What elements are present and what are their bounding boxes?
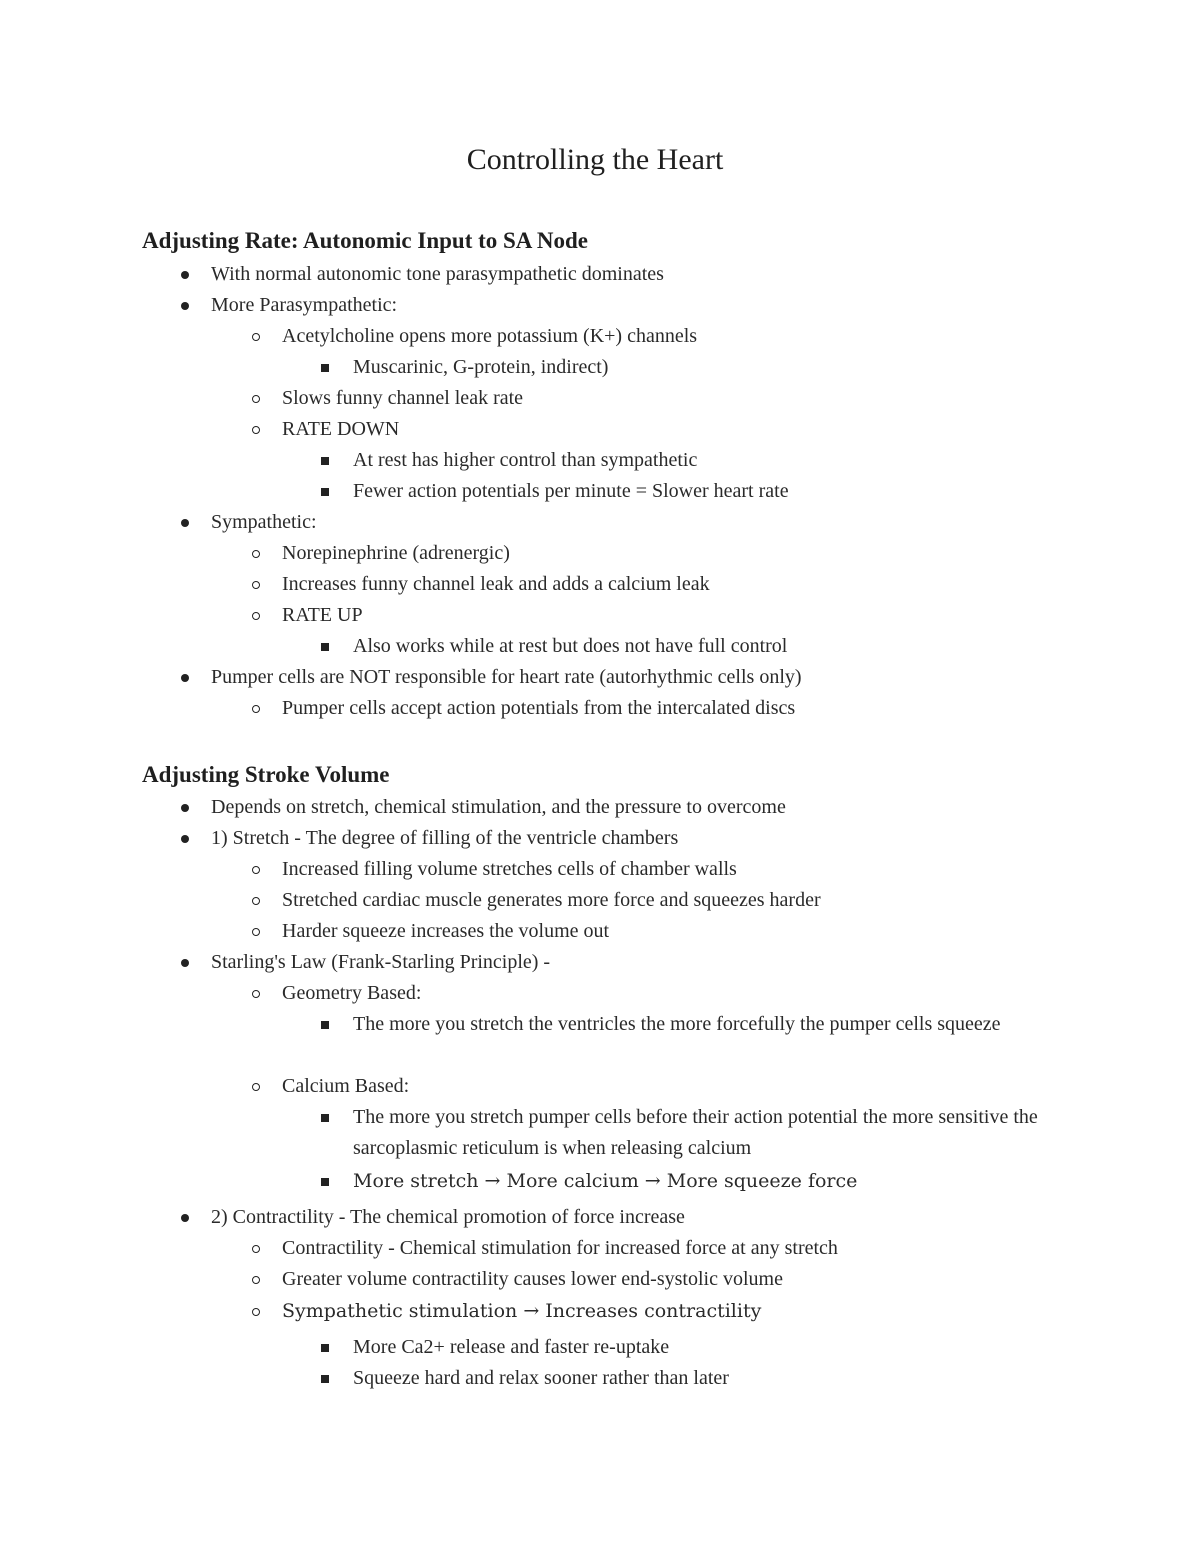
section-heading-stroke-volume: Adjusting Stroke Volume [142, 762, 390, 787]
section-heading-rate: Adjusting Rate: Autonomic Input to SA Node [142, 228, 589, 253]
document-page: Controlling the Heart Adjusting Rate: Autonomic Input to SA Node With normal autonomic tone parasympathetic dominates More Parasympathetic: Acetylcholine opens more potassium (K+) channels Muscarinic, G-protein, indirect) Slows funny channel leak rate RATE DOWN At rest has higher control than sympathetic Fewer action potentials per minute = Slower heart rate Sympathetic: Norepinephrine (adrenergic) Increases funny channel leak and adds a calcium leak RATE UP Also works while at rest but does not have full control Pumper cells are NOT responsible for heart rate (autorhythmic cells only) Pumper cells accept action potentials from the intercalated discs Adjusting Stroke Volume Depends on stretch, chemical stimulation, and the pressure to overcome 1) Stretch - The degree of filling of the ventricle chambers Increased filling volume stretches cells of chamber walls Stretched cardiac muscle generates more force and squeezes harder Harder squeeze increases the volume out Starling's Law (Frank-Starling Principle) - Geometry Based: The more you stretch the ventricles the more forcefully the pumper cells squeeze Calcium Based: The more you stretch pumper cells before their action potential the more sensitive the sarcoplasmic reticulum is when releasing calcium More stretch → More calcium → More squeeze force 2) Contractility - The chemical promotion of force increase Contractility - Chemical stimulation for increased force at any stretch Greater volume contractility causes lower end-systolic volume Sympathetic stimulation → Increases contractility More Ca2+ release and faster re-uptake Squeeze hard and relax sooner rather than later [0, 0, 1200, 1553]
document-title: Controlling the Heart [466, 143, 724, 176]
